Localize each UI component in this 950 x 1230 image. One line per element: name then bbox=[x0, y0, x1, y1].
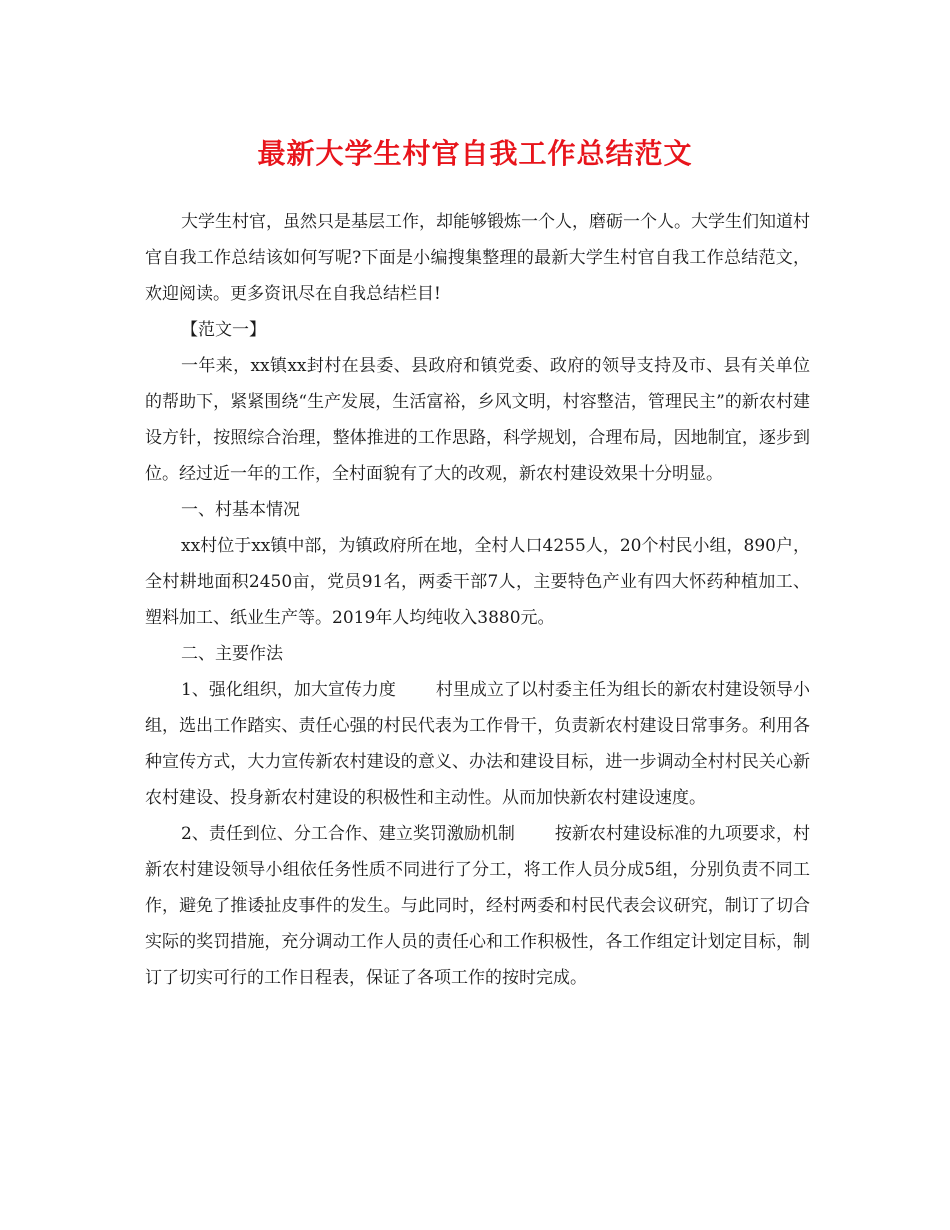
method-1-heading: 1、强化组织，加大宣传力度 bbox=[181, 680, 396, 700]
sample-label: 【范文一】 bbox=[181, 320, 266, 340]
method-2-heading: 2、责任到位、分工合作、建立奖罚激励机制 bbox=[181, 824, 515, 844]
method-1-paragraph bbox=[145, 672, 810, 816]
method-2-body: 按新农村建设标准的九项要求，村新农村建设领导小组依任务性质不同进行了分工，将工作人员分成5组，分别负责不同工作，避免了推诿扯皮事件的发生。与此同时，经村两委和村民代表会议研究，制订了切合实际的奖罚措施，充分调动工作人员的责任心和工作积极性，各工作组定计划定目标，制订了切实可行的工作日程表，保证了各项工作的按时完成。 bbox=[145, 824, 810, 988]
summary-paragraph: 一年来，xx镇xx封村在县委、县政府和镇党委、政府的领导支持及市、县有关单位的帮助下，紧紧围绕“生产发展，生活富裕，乡风文明，村容整洁，管理民主”的新农村建设方针，按照综合治理，整体推进的工作思路，科学规划，合理布局，因地制宜，逐步到位。经过近一年的工作，全村面貌有了大的改观，新农村建设效果十分明显。 bbox=[145, 356, 810, 484]
document-title: 最新大学生村官自我工作总结范文 bbox=[257, 137, 693, 170]
method-1-body: 村里成立了以村委主任为组长的新农村建设领导小组，选出工作踏实、责任心强的村民代表为工作骨干，负责新农村建设日常事务。利用各种宣传方式，大力宣传新农村建设的意义、办法和建设目标，进一步调动全村村民关心新农村建设、投身新农村建设的积极性和主动性。从而加快新农村建设速度。 bbox=[145, 680, 810, 808]
method-2-paragraph bbox=[145, 816, 810, 996]
section-heading-basic-info: 一、村基本情况 bbox=[181, 500, 300, 520]
basic-info-paragraph: xx村位于xx镇中部，为镇政府所在地，全村人口4255人，20个村民小组，890户，全村耕地面积2450亩，党员91名，两委干部7人，主要特色产业有四大怀药种植加工、塑料加工、纸业生产等。2019年人均纯收入3880元。 bbox=[145, 536, 810, 628]
document-body bbox=[145, 204, 810, 996]
intro-paragraph: 大学生村官，虽然只是基层工作，却能够锻炼一个人，磨砺一个人。大学生们知道村官自我工作总结该如何写呢?下面是小编搜集整理的最新大学生村官自我工作总结范文，欢迎阅读。更多资讯尽在自我总结栏目! bbox=[145, 212, 810, 304]
section-heading-main-methods: 二、主要作法 bbox=[181, 644, 283, 664]
